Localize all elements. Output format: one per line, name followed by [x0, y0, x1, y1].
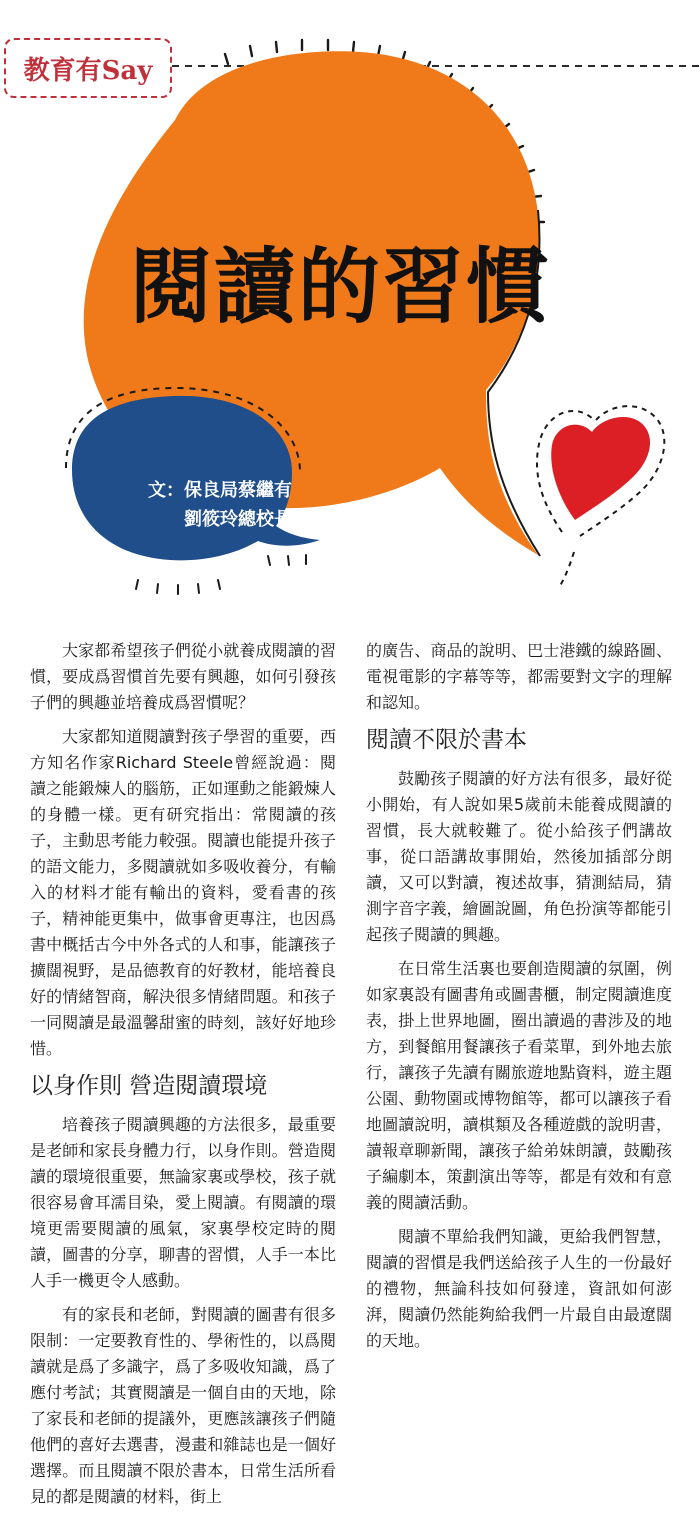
byline	[92, 476, 292, 534]
paragraph: 閱讀不單給我們知識，更給我們智慧，閱讀的習慣是我們送給孩子人生的一份最好的禮物，無論科技如何發達，資訊如何澎湃，閱讀仍然能夠給我們一片最自由最遼闊的天地。	[366, 1227, 672, 1350]
paragraph: 鼓勵孩子閱讀的好方法有很多，最好從小開始，有人說如果5歲前未能養成閱讀的習慣，長大就較難了。從小給孩子們講故事，從口語講故事開始，然後加插部分朗讀，又可以對讀，複述故事，猜測結局，猜測字音字義，繪圖說圖，角色扮演等都能引起孩子閱讀的興趣。	[366, 769, 672, 944]
article-column-right	[366, 638, 672, 1362]
byline-line2: 劉筱玲總校長	[184, 509, 292, 530]
paragraph: 培養孩子閱讀興趣的方法很多，最重要是老師和家長身體力行，以身作則。營造閱讀的環境很重要，無論家裏或學校，孩子就很容易會耳濡目染，愛上閱讀。有閱讀的環境更需要閱讀的風氣，家裏學校定時的閱讀，圖書的分享，聊書的習慣，人手一本比人手一機更令人感動。	[30, 1115, 336, 1290]
section-heading: 以身作則 營造閱讀環境	[30, 1073, 268, 1099]
section-tag: 教育有Say	[4, 38, 172, 98]
page-title: 閱讀的習慣	[129, 239, 550, 335]
paragraph: 的廣告、商品的說明、巴士港鐵的線路圖、電視電影的字幕等等，都需要對文字的理解和認知。	[366, 641, 672, 712]
paragraph: 大家都知道閱讀對孩子學習的重要，西方知名作家Richard Steele曾經說過：閱讀之能鍛煉人的腦筋，正如運動之能鍛煉人的身體一樣。更有研究指出：常閱讀的孩子，主動思考能力較强。閱讀也能提升孩子的語文能力，多閱讀就如多吸收養分，有輸入的材料才能有輸出的資料，愛看書的孩子，精神能更集中，做事會更專注，也因爲書中概括古今中外各式的人和事，能讓孩子擴闊視野，是品德教育的好教材，能培養良好的情緒智商，解決很多情緒問題。和孩子一同閱讀是最溫馨甜蜜的時刻，該好好地珍惜。	[30, 727, 336, 1058]
paragraph: 有的家長和老師，對閱讀的圖書有很多限制：一定要教育性的、學術性的，以爲閱讀就是爲了多識字，爲了多吸收知識，爲了應付考試；其實閱讀是一個自由的天地，除了家長和老師的提議外，更應該讓孩子們隨他們的喜好去選書，漫畫和雜誌也是一個好選擇。而且閱讀不限於書本，日常生活所看見的都是閱讀的材料，街上	[30, 1305, 336, 1506]
byline-line1: 文：保良局蔡繼有	[148, 480, 292, 501]
paragraph: 在日常生活裏也要創造閱讀的氛圍，例如家裏設有圖書角或圖書櫃，制定閱讀進度表，掛上世界地圖，圈出讀過的書涉及的地方，到餐館用餐讓孩子看菜單，到外地去旅行，讓孩子先讀有關旅遊地點資料，遊主題公園、動物園或博物館等，都可以讓孩子看地圖讀說明，讀棋類及各種遊戲的說明書，讀報章聊新聞，讓孩子給弟妹朗讀，鼓勵孩子編劇本，策劃演出等等，都是有效和有意義的閱讀活動。	[366, 959, 672, 1212]
section-heading: 閱讀不限於書本	[366, 727, 527, 753]
heart-icon	[551, 417, 650, 520]
article-column-left	[30, 638, 336, 1518]
paragraph: 大家都希望孩子們從小就養成閱讀的習慣，要成爲習慣首先要有興趣，如何引發孩子們的興趣並培養成爲習慣呢？	[30, 641, 336, 712]
